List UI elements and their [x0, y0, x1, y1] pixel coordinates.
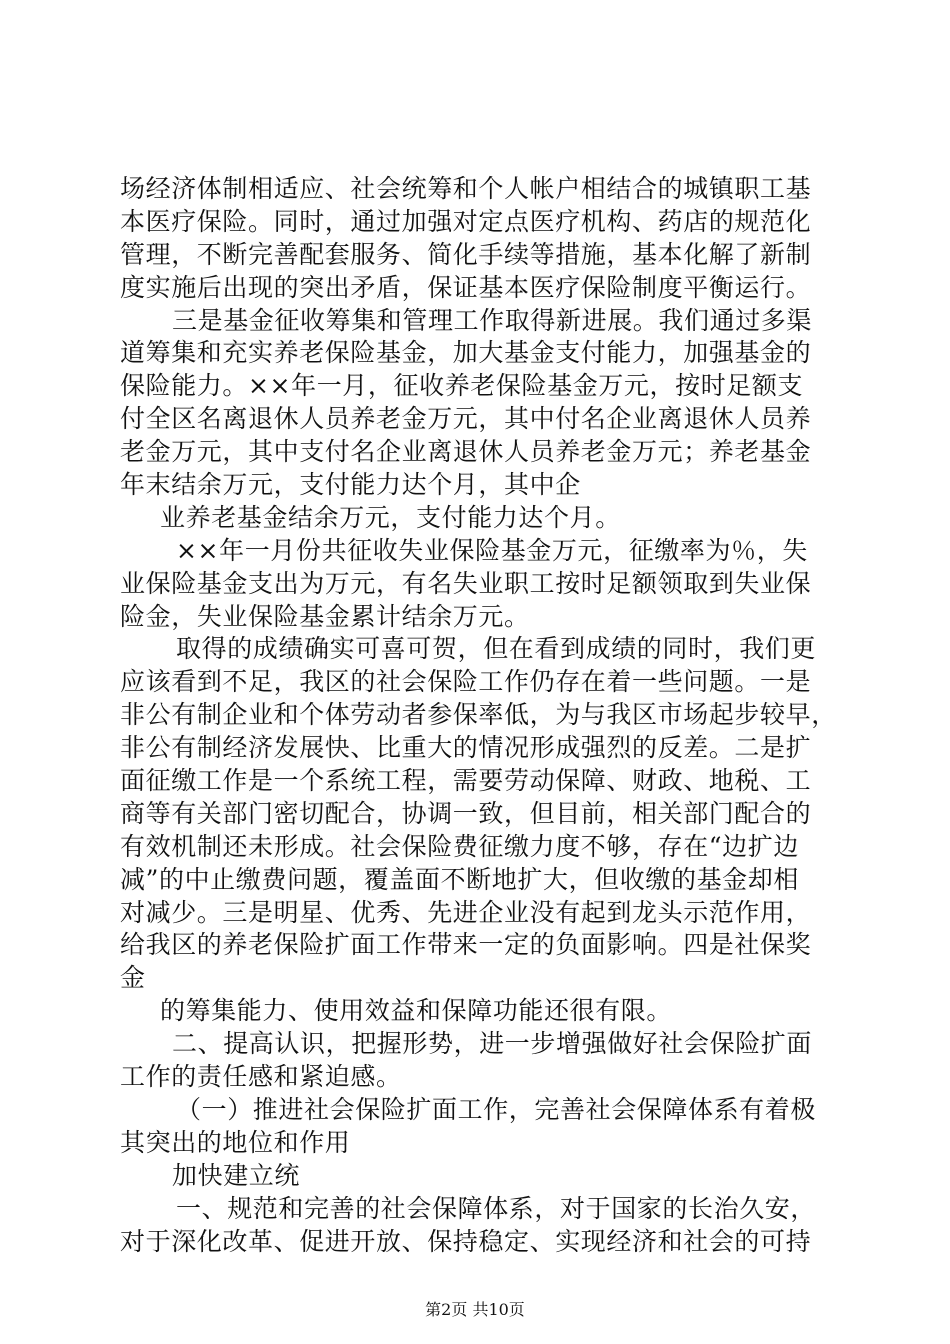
text-line: 本医疗保险。同时，通过加强对定点医疗机构、药店的规范化 — [120, 206, 812, 236]
text-line: 非公有制经济发展快、比重大的情况形成强烈的反差。二是扩 — [120, 733, 812, 763]
text-line: 保险能力。××年一月，征收养老保险基金万元，按时足额支 — [120, 371, 804, 401]
text-line: 对减少。三是明星、优秀、先进企业没有起到龙头示范作用， — [120, 897, 812, 927]
text-line: 道筹集和充实养老保险基金，加大基金支付能力，加强基金的 — [120, 338, 812, 368]
text-line: 其突出的地位和作用 — [120, 1127, 351, 1157]
text-line: 年末结余万元，支付能力达个月，其中企 — [120, 470, 581, 500]
text-line: 付全区名离退休人员养老金万元，其中付名企业离退休人员养 — [120, 404, 812, 434]
text-line: 面征缴工作是一个系统工程，需要劳动保障、财政、地税、工 — [120, 766, 812, 796]
text-line: 二、提高认识，把握形势，进一步增强做好社会保险扩面 — [172, 1029, 813, 1059]
text-line: 给我区的养老保险扩面工作带来一定的负面影响。四是社保奖 — [120, 930, 812, 960]
text-line: 三是基金征收筹集和管理工作取得新进展。我们通过多渠 — [172, 305, 813, 335]
text-line: 业保险基金支出为万元，有名失业职工按时足额领取到失业保 — [120, 568, 812, 598]
text-line: 工作的责任感和紧迫感。 — [120, 1062, 402, 1092]
text-line: 管理，不断完善配套服务、简化手续等措施，基本化解了新制 — [120, 239, 812, 269]
text-line: 取得的成绩确实可喜可贺，但在看到成绩的同时，我们更 — [176, 634, 817, 664]
text-line: 险金，失业保险基金累计结余万元。 — [120, 601, 530, 631]
text-line: 一、规范和完善的社会保障体系，对于国家的长治久安， — [176, 1193, 817, 1223]
text-line: 老金万元，其中支付名企业离退休人员养老金万元；养老基金 — [120, 437, 812, 467]
text-line: 度实施后出现的突出矛盾，保证基本医疗保险制度平衡运行。 — [120, 272, 812, 302]
text-line: 非公有制企业和个体劳动者参保率低，为与我区市场起步较早， — [120, 700, 837, 730]
text-line: ××年一月份共征收失业保险基金万元，征缴率为％，失 — [176, 535, 808, 565]
text-line: 减”的中止缴费问题，覆盖面不断地扩大，但收缴的基金却相 — [120, 864, 799, 894]
text-line: 应该看到不足，我区的社会保险工作仍存在着一些问题。一是 — [120, 667, 812, 697]
text-line: 场经济体制相适应、社会统筹和个人帐户相结合的城镇职工基 — [120, 174, 812, 203]
text-line: 对于深化改革、促进开放、保持稳定、实现经济和社会的可持 — [120, 1226, 812, 1256]
text-line: （一）推进社会保险扩面工作，完善社会保障体系有着极 — [176, 1094, 817, 1124]
body-text — [120, 173, 840, 1258]
text-line: 金 — [120, 963, 146, 993]
text-line: 的筹集能力、使用效益和保障功能还很有限。 — [160, 996, 673, 1026]
text-line: 加快建立统 — [172, 1160, 301, 1190]
text-line: 商等有关部门密切配合，协调一致，但目前，相关部门配合的 — [120, 798, 812, 828]
text-line: 有效机制还未形成。社会保险费征缴力度不够，存在“边扩边 — [120, 831, 799, 861]
text-line: 业养老基金结余万元，支付能力达个月。 — [160, 502, 621, 532]
page-number-footer: 第2页 共10页 — [425, 1300, 525, 1319]
